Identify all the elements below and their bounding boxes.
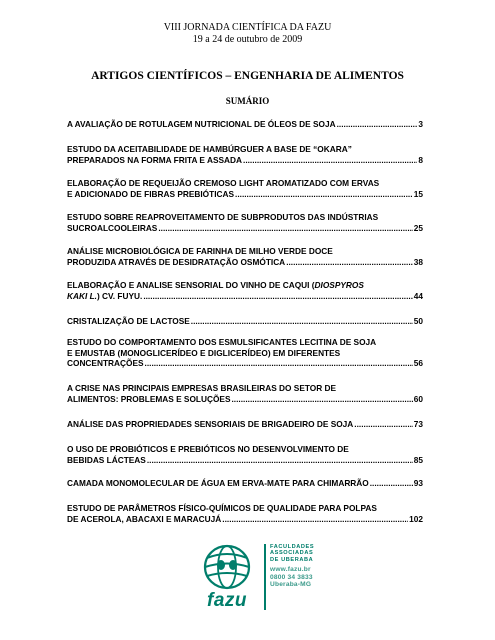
sumario-heading: SUMÁRIO: [225, 96, 270, 106]
toc-leader-dots: [354, 419, 412, 430]
toc-entry-title-line: ESTUDO DA ACEITABILIDADE DE HAMBÚRGUER A BASE DE “OKARA”: [67, 144, 352, 154]
toc-entry[interactable]: [67, 419, 423, 430]
toc-entry-page: 102: [409, 513, 423, 524]
toc-entry-page: 60: [413, 393, 423, 404]
toc-entry-title: BEBIDAS LÁCTEAS: [67, 454, 146, 465]
toc-entry-species: DIOSPYROS: [314, 280, 364, 290]
toc-leader-dots: [232, 394, 413, 405]
toc-entry-title-line: ELABORAÇÃO E ANALISE SENSORIAL DO VINHO DE CAQUI (: [67, 280, 315, 290]
logo-institution: [270, 544, 350, 588]
toc-entry-title: ANÁLISE DAS PROPRIEDADES SENSORIAIS DE BRIGADEIRO DE SOJA: [67, 419, 354, 429]
toc-entry-title-line: E EMUSTAB (MONOGLICERÍDEO E DIGLICERÍDEO) EM DIFERENTES: [67, 347, 341, 358]
toc-entry[interactable]: [67, 503, 423, 524]
toc-entry-page: 38: [413, 256, 423, 267]
fazu-logo: [196, 542, 356, 612]
toc-leader-dots: [370, 478, 413, 489]
toc-leader-dots: [143, 291, 412, 302]
toc-entry-page: 8: [418, 154, 423, 165]
toc-entry-title: ) CV. FUYU.: [96, 290, 143, 301]
section-title: ARTIGOS CIENTÍFICOS – ENGENHARIA DE ALIMENTOS: [91, 70, 404, 82]
toc-entry-title: SUCROALCOOLEIRAS: [67, 222, 158, 233]
toc-leader-dots: [337, 119, 418, 130]
toc-entry-title: PREPARADOS NA FORMA FRITA E ASSADA: [67, 154, 243, 165]
toc-entry-title-line: A CRISE NAS PRINCIPAIS EMPRESAS BRASILEIRAS DO SETOR DE: [67, 383, 337, 393]
toc-entry-page: 73: [413, 419, 423, 429]
toc-entry-page: 15: [413, 188, 423, 199]
logo-line: ASSOCIADAS: [270, 550, 314, 557]
toc-entry[interactable]: [67, 119, 423, 130]
toc-entry-page: 25: [413, 222, 423, 233]
logo-phone: 0800 34 3833: [270, 573, 313, 581]
toc-entry-title: CONCENTRAÇÕES: [67, 358, 144, 368]
toc-entry-species: KAKI L.: [67, 290, 97, 301]
toc-entry-title: CAMADA MONOMOLECULAR DE ÁGUA EM ERVA-MATE PARA CHIMARRÃO: [67, 478, 369, 488]
logo-city: Uberaba-MG: [270, 581, 312, 589]
toc-leader-dots: [158, 223, 412, 234]
logo-line: DE UBERABA: [270, 556, 314, 563]
logo-line: FACULDADES: [270, 544, 315, 550]
toc-leader-dots: [243, 155, 417, 166]
toc-entry-page: 93: [413, 478, 423, 488]
toc-entry-title: E ADICIONADO DE FIBRAS PREBIÓTICAS: [67, 188, 235, 199]
header-dates: 19 a 24 de outubro de 2009: [192, 34, 303, 45]
logo-wordmark: fazu: [207, 590, 247, 611]
toc-entry-title: CRISTALIZAÇÃO DE LACTOSE: [67, 316, 190, 326]
toc-entry[interactable]: [67, 316, 423, 327]
header-event: VIII JORNADA CIENTÍFICA DA FAZU: [163, 22, 332, 33]
toc-leader-dots: [191, 316, 413, 327]
toc-entry[interactable]: [67, 246, 423, 267]
toc-entry-title-line: O USO DE PROBIÓTICOS E PREBIÓTICOS NO DESENVOLVIMENTO DE: [67, 444, 349, 454]
toc-entry-title: DE ACEROLA, ABACAXI E MARACUJÁ: [67, 513, 222, 524]
toc-leader-dots: [222, 514, 408, 525]
toc-entry[interactable]: [67, 383, 423, 404]
toc-entry-title-line: ESTUDO DO COMPORTAMENTO DOS ESMULSIFICANTES LECITINA DE SOJA: [67, 337, 377, 347]
globe-icon: [202, 544, 252, 590]
toc-entry[interactable]: [67, 337, 423, 369]
logo-divider: [264, 544, 266, 610]
toc-entry-title-line: ANÁLISE MICROBIOLÓGICA DE FARINHA DE MILHO VERDE DOCE: [67, 246, 333, 256]
toc-entry[interactable]: [67, 478, 423, 489]
toc-entry[interactable]: [67, 178, 423, 199]
logo-website: www.fazu.br: [270, 566, 311, 574]
toc-entry[interactable]: [67, 212, 423, 233]
toc-entry-title-line: ESTUDO DE PARÂMETROS FÍSICO-QUÍMICOS DE QUALIDADE PARA POLPAS: [67, 503, 377, 513]
toc-entry[interactable]: [67, 144, 423, 165]
toc-entry-page: 50: [413, 316, 423, 326]
toc-entry-page: 56: [413, 358, 423, 368]
toc-entry-page: 44: [413, 290, 423, 301]
toc-entry[interactable]: [67, 444, 423, 465]
toc-entry-title: A AVALIAÇÃO DE ROTULAGEM NUTRICIONAL DE ÓLEOS DE SOJA: [67, 119, 336, 129]
toc-leader-dots: [147, 455, 413, 466]
toc-leader-dots: [145, 358, 413, 369]
toc-entry-page: 3: [418, 119, 423, 129]
toc-entry-page: 85: [413, 454, 423, 465]
toc-entry-title-line: ESTUDO SOBRE REAPROVEITAMENTO DE SUBPRODUTOS DAS INDÚSTRIAS: [67, 212, 379, 222]
toc-entry-title-line: ELABORAÇÃO DE REQUEIJÃO CREMOSO LIGHT AROMATIZADO COM ERVAS: [67, 178, 380, 188]
toc-leader-dots: [235, 189, 413, 200]
toc-entry-title: ALIMENTOS: PROBLEMAS E SOLUÇÕES: [67, 393, 231, 404]
toc-entry-title: PRODUZIDA ATRAVÉS DE DESIDRATAÇÃO OSMÓTICA: [67, 256, 286, 267]
toc-leader-dots: [286, 257, 413, 268]
toc-entry[interactable]: [67, 280, 423, 301]
